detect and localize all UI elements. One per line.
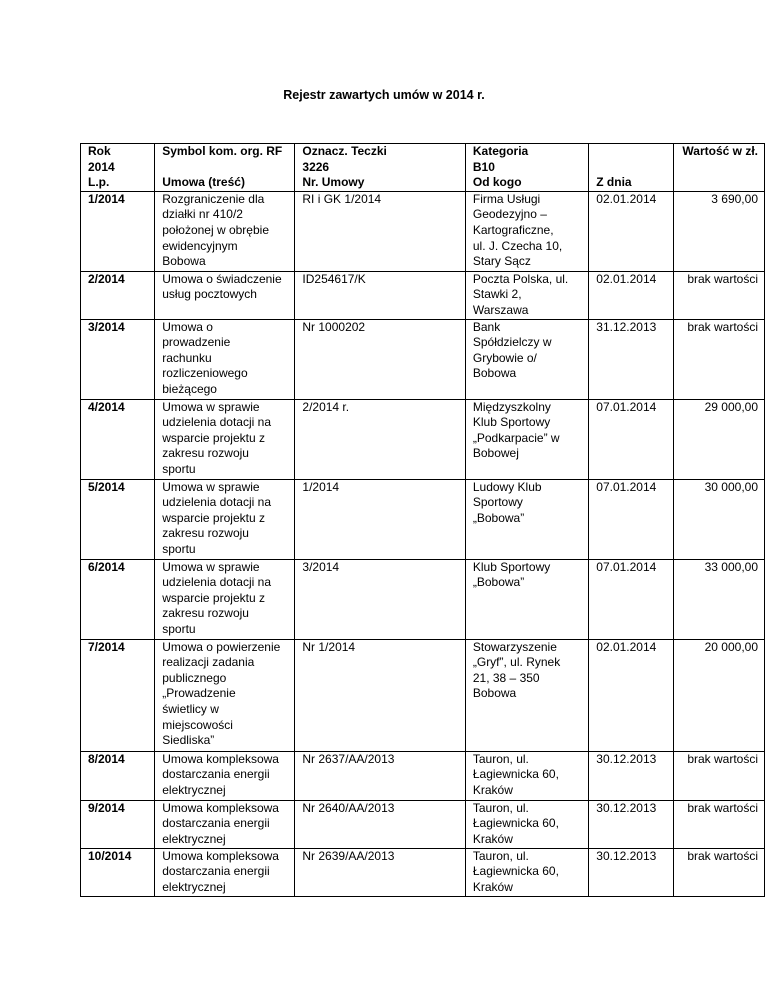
- cell-lp: 6/2014: [81, 559, 155, 639]
- cell-from-whom-line: Klub Sportowy: [472, 559, 551, 574]
- cell-contract-number: 2/2014 r.: [295, 399, 465, 479]
- cell-from-whom-line: Łagiewnicka 60,: [472, 864, 559, 879]
- header-text: Oznacz. Teczki: [302, 144, 387, 158]
- cell-from-whom-line: „Bobowa”: [472, 510, 525, 525]
- cell-content-line: prowadzenie: [162, 335, 231, 350]
- cell-content-line: Umowa w sprawie: [162, 559, 260, 574]
- cell-content: [155, 479, 295, 559]
- cell-content-line: rozliczeniowego: [162, 366, 248, 381]
- cell-value: brak wartości: [673, 271, 764, 319]
- header-text: L.p.: [88, 175, 110, 190]
- cell-value: brak wartości: [673, 319, 764, 399]
- cell-from-whom-line: Ludowy Klub: [472, 479, 542, 494]
- table-row: [81, 399, 765, 479]
- cell-contract-number: ID254617/K: [295, 271, 465, 319]
- cell-content-line: publicznego: [162, 670, 227, 685]
- header-category-from: [465, 144, 588, 192]
- cell-content-line: udzielenia dotacji na: [162, 415, 271, 430]
- cell-content-line: udzielenia dotacji na: [162, 495, 271, 510]
- header-text: 3226: [302, 159, 330, 174]
- table-row: [81, 848, 765, 896]
- cell-from-whom-line: ul. J. Czecha 10,: [472, 238, 563, 253]
- cell-date: 07.01.2014: [589, 559, 674, 639]
- cell-from-whom-line: Kartograficzne,: [472, 222, 554, 237]
- header-text: Od kogo: [472, 175, 522, 190]
- cell-lp: 8/2014: [81, 751, 155, 800]
- header-text: Kategoria: [472, 144, 529, 158]
- cell-date: 30.12.2013: [589, 848, 674, 896]
- cell-content-line: udzielenia dotacji na: [162, 575, 271, 590]
- cell-from-whom-line: Firma Usługi: [472, 191, 541, 206]
- cell-content: [155, 191, 295, 271]
- cell-from-whom: [465, 319, 588, 399]
- page-title: Rejestr zawartych umów w 2014 r.: [283, 88, 485, 102]
- cell-contract-number: Nr 1/2014: [295, 639, 465, 751]
- cell-content-line: bieżącego: [162, 381, 217, 396]
- cell-contract-number: Nr 2639/AA/2013: [295, 848, 465, 896]
- cell-date: 07.01.2014: [589, 399, 674, 479]
- cell-lp: 5/2014: [81, 479, 155, 559]
- cell-content: [155, 639, 295, 751]
- cell-contract-number: 3/2014: [295, 559, 465, 639]
- cell-value: 33 000,00: [673, 559, 764, 639]
- header-year-lp: [81, 144, 155, 192]
- cell-lp: 3/2014: [81, 319, 155, 399]
- cell-date: 02.01.2014: [589, 191, 674, 271]
- cell-date: 30.12.2013: [589, 751, 674, 800]
- cell-content-line: dostarczania energii: [162, 864, 270, 879]
- cell-lp: 7/2014: [81, 639, 155, 751]
- cell-content-line: dostarczania energii: [162, 816, 270, 831]
- cell-content-line: Umowa o świadczenie: [162, 271, 282, 286]
- cell-content-line: miejscowości: [162, 717, 233, 732]
- cell-content-line: elektrycznej: [162, 831, 226, 846]
- cell-lp: 1/2014: [81, 191, 155, 271]
- header-text: Wartość w zł.: [682, 144, 758, 158]
- cell-from-whom: [465, 848, 588, 896]
- cell-from-whom: [465, 639, 588, 751]
- cell-content: [155, 559, 295, 639]
- cell-from-whom-line: Bobowa: [472, 686, 517, 701]
- cell-value: 30 000,00: [673, 479, 764, 559]
- header-folder-number: [295, 144, 465, 192]
- cell-date: 02.01.2014: [589, 639, 674, 751]
- header-text: B10: [472, 159, 495, 174]
- cell-lp: 4/2014: [81, 399, 155, 479]
- cell-from-whom: [465, 271, 588, 319]
- cell-content: [155, 319, 295, 399]
- cell-from-whom-line: Geodezyjno –: [472, 207, 547, 222]
- cell-from-whom-line: Sportowy: [472, 495, 523, 510]
- header-text: Rok: [88, 144, 111, 158]
- table-row: [81, 479, 765, 559]
- cell-lp: 9/2014: [81, 800, 155, 848]
- cell-from-whom: [465, 751, 588, 800]
- cell-from-whom-line: Grybowie o/: [472, 350, 537, 365]
- cell-from-whom-line: Tauron, ul.: [472, 848, 529, 863]
- cell-value: 20 000,00: [673, 639, 764, 751]
- table-body: [81, 191, 765, 896]
- cell-from-whom-line: „Bobowa”: [472, 575, 525, 590]
- cell-date: 30.12.2013: [589, 800, 674, 848]
- cell-content: [155, 848, 295, 896]
- header-text: 2014: [88, 159, 115, 174]
- cell-from-whom-line: Łagiewnicka 60,: [472, 816, 559, 831]
- cell-content-line: wsparcie projektu z: [162, 510, 265, 525]
- cell-content-line: Umowa kompleksowa: [162, 848, 279, 863]
- table-row: [81, 751, 765, 800]
- cell-content-line: Siedliska”: [162, 733, 215, 748]
- cell-content-line: sportu: [162, 621, 196, 636]
- header-text: Symbol kom. org. RF: [162, 144, 283, 158]
- cell-content: [155, 271, 295, 319]
- table-row: [81, 191, 765, 271]
- table-row: [81, 559, 765, 639]
- cell-content-line: Umowa o powierzenie: [162, 639, 281, 654]
- cell-content-line: zakresu rozwoju: [162, 446, 249, 461]
- cell-date: 31.12.2013: [589, 319, 674, 399]
- cell-from-whom: [465, 800, 588, 848]
- cell-content-line: Rozgraniczenie dla: [162, 191, 265, 206]
- cell-from-whom-line: Bobowej: [472, 446, 519, 461]
- header-text: Z dnia: [596, 175, 632, 190]
- cell-content: [155, 399, 295, 479]
- cell-content-line: położonej w obrębie: [162, 222, 269, 237]
- cell-content-line: rachunku: [162, 350, 212, 365]
- cell-content-line: sportu: [162, 541, 196, 556]
- cell-from-whom-line: Bank: [472, 319, 501, 334]
- cell-from-whom-line: Poczta Polska, ul.: [472, 271, 569, 286]
- cell-from-whom-line: Kraków: [472, 879, 513, 894]
- cell-content-line: Umowa kompleksowa: [162, 751, 279, 766]
- cell-from-whom-line: Tauron, ul.: [472, 751, 529, 766]
- cell-content-line: Umowa kompleksowa: [162, 800, 279, 815]
- cell-from-whom-line: Stawki 2,: [472, 287, 522, 302]
- cell-from-whom-line: Klub Sportowy: [472, 415, 551, 430]
- cell-from-whom-line: Łagiewnicka 60,: [472, 767, 559, 782]
- cell-from-whom-line: Warszawa: [472, 302, 529, 317]
- cell-contract-number: Nr 2640/AA/2013: [295, 800, 465, 848]
- cell-content-line: wsparcie projektu z: [162, 430, 265, 445]
- cell-contract-number: Nr 1000202: [295, 319, 465, 399]
- cell-date: 07.01.2014: [589, 479, 674, 559]
- cell-content-line: zakresu rozwoju: [162, 526, 249, 541]
- cell-from-whom-line: Bobowa: [472, 366, 517, 381]
- cell-content-line: ewidencyjnym: [162, 238, 238, 253]
- cell-from-whom-line: 21, 38 – 350: [472, 670, 540, 685]
- table-row: [81, 319, 765, 399]
- cell-contract-number: 1/2014: [295, 479, 465, 559]
- table-row: [81, 271, 765, 319]
- cell-contract-number: Nr 2637/AA/2013: [295, 751, 465, 800]
- cell-content: [155, 751, 295, 800]
- table-row: [81, 800, 765, 848]
- cell-content-line: działki nr 410/2: [162, 207, 243, 222]
- cell-content-line: Umowa w sprawie: [162, 399, 260, 414]
- header-text: Umowa (treść): [162, 175, 245, 190]
- cell-from-whom-line: Kraków: [472, 782, 513, 797]
- cell-content-line: elektrycznej: [162, 782, 226, 797]
- cell-content-line: elektrycznej: [162, 879, 226, 894]
- cell-lp: 2/2014: [81, 271, 155, 319]
- cell-value: 3 690,00: [673, 191, 764, 271]
- header-symbol-content: [155, 144, 295, 192]
- contracts-table: [80, 143, 765, 897]
- cell-content-line: świetlicy w: [162, 701, 219, 716]
- cell-from-whom: [465, 191, 588, 271]
- header-date: [589, 144, 674, 192]
- cell-from-whom: [465, 559, 588, 639]
- cell-content-line: realizacji zadania: [162, 655, 255, 670]
- table-row: [81, 639, 765, 751]
- cell-value: 29 000,00: [673, 399, 764, 479]
- cell-from-whom: [465, 479, 588, 559]
- cell-value: brak wartości: [673, 751, 764, 800]
- cell-content: [155, 800, 295, 848]
- cell-value: brak wartości: [673, 848, 764, 896]
- header-text: Nr. Umowy: [302, 175, 365, 190]
- table-header-row: [81, 144, 765, 192]
- cell-from-whom-line: Kraków: [472, 831, 513, 846]
- cell-lp: 10/2014: [81, 848, 155, 896]
- cell-date: 02.01.2014: [589, 271, 674, 319]
- cell-content-line: wsparcie projektu z: [162, 590, 265, 605]
- cell-from-whom-line: Międzyszkolny: [472, 399, 551, 414]
- cell-contract-number: RI i GK 1/2014: [295, 191, 465, 271]
- cell-from-whom-line: Spółdzielczy w: [472, 335, 552, 350]
- cell-content-line: Umowa o: [162, 319, 213, 334]
- cell-content-line: sportu: [162, 461, 196, 476]
- cell-content-line: dostarczania energii: [162, 767, 270, 782]
- cell-from-whom-line: „Gryf”, ul. Rynek: [472, 655, 561, 670]
- cell-from-whom-line: „Podkarpacie” w: [472, 430, 560, 445]
- cell-from-whom-line: Stary Sącz: [472, 254, 531, 269]
- cell-from-whom-line: Tauron, ul.: [472, 800, 529, 815]
- cell-value: brak wartości: [673, 800, 764, 848]
- header-value: [673, 144, 764, 192]
- cell-content-line: Bobowa: [162, 254, 206, 269]
- cell-from-whom-line: Stowarzyszenie: [472, 639, 557, 654]
- cell-content-line: usług pocztowych: [162, 287, 257, 302]
- cell-from-whom: [465, 399, 588, 479]
- cell-content-line: Umowa w sprawie: [162, 479, 260, 494]
- cell-content-line: „Prowadzenie: [162, 686, 236, 701]
- cell-content-line: zakresu rozwoju: [162, 606, 249, 621]
